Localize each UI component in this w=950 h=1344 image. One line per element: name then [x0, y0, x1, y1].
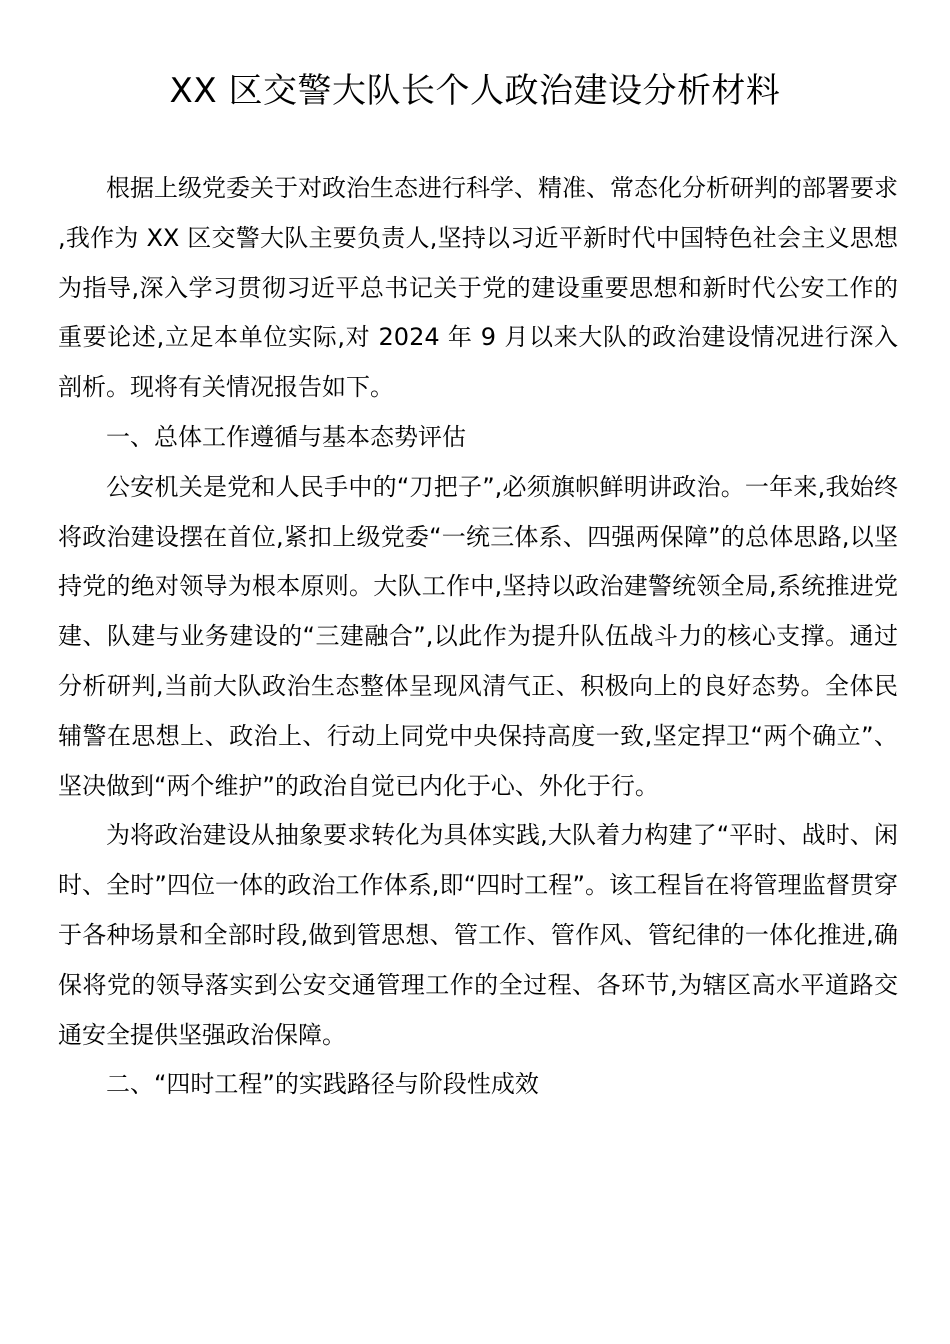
document-body — [58, 164, 898, 1110]
paragraph-intro: 根据上级党委关于对政治生态进行科学、精准、常态化分析研判的部署要求,我作为 XX 区交警大队主要负责人,坚持以习近平新时代中国特色社会主义思想为指导,深入学习贯彻习近平总书记关于党的建设重要思想和新时代公安工作的重要论述,立足本单位实际,对 2024 年 9 月以来大队的政治建设情况进行深入剖析。现将有关情况报告如下。 — [58, 174, 898, 402]
paragraph-four-time-project: 为将政治建设从抽象要求转化为具体实践,大队着力构建了“平时、战时、闲时、全时”四位一体的政治工作体系,即“四时工程”。该工程旨在将管理监督贯穿于各种场景和全部时段,做到管思想、管工作、管作风、管纪律的一体化推进,确保将党的领导落实到公安交通管理工作的全过程、各环节,为辖区高水平道路交通安全提供坚强政治保障。 — [58, 821, 898, 1049]
section-heading-1: 一、总体工作遵循与基本态势评估 — [106, 422, 466, 451]
paragraph-assessment: 公安机关是党和人民手中的“刀把子”,必须旗帜鲜明讲政治。一年来,我始终将政治建设摆在首位,紧扣上级党委“一统三体系、四强两保障”的总体思路,以坚持党的绝对领导为根本原则。大队工作中,坚持以政治建警统领全局,系统推进党建、队建与业务建设的“三建融合”,以此作为提升队伍战斗力的核心支撑。通过分析研判,当前大队政治生态整体呈现风清气正、积极向上的良好态势。全体民辅警在思想上、政治上、行动上同党中央保持高度一致,坚定捍卫“两个确立”、坚决做到“两个维护”的政治自觉已内化于心、外化于行。 — [58, 472, 898, 800]
section-heading-2: 二、“四时工程”的实践路径与阶段性成效 — [106, 1070, 539, 1099]
document-title: XX 区交警大队长个人政治建设分析材料 — [169, 71, 781, 111]
